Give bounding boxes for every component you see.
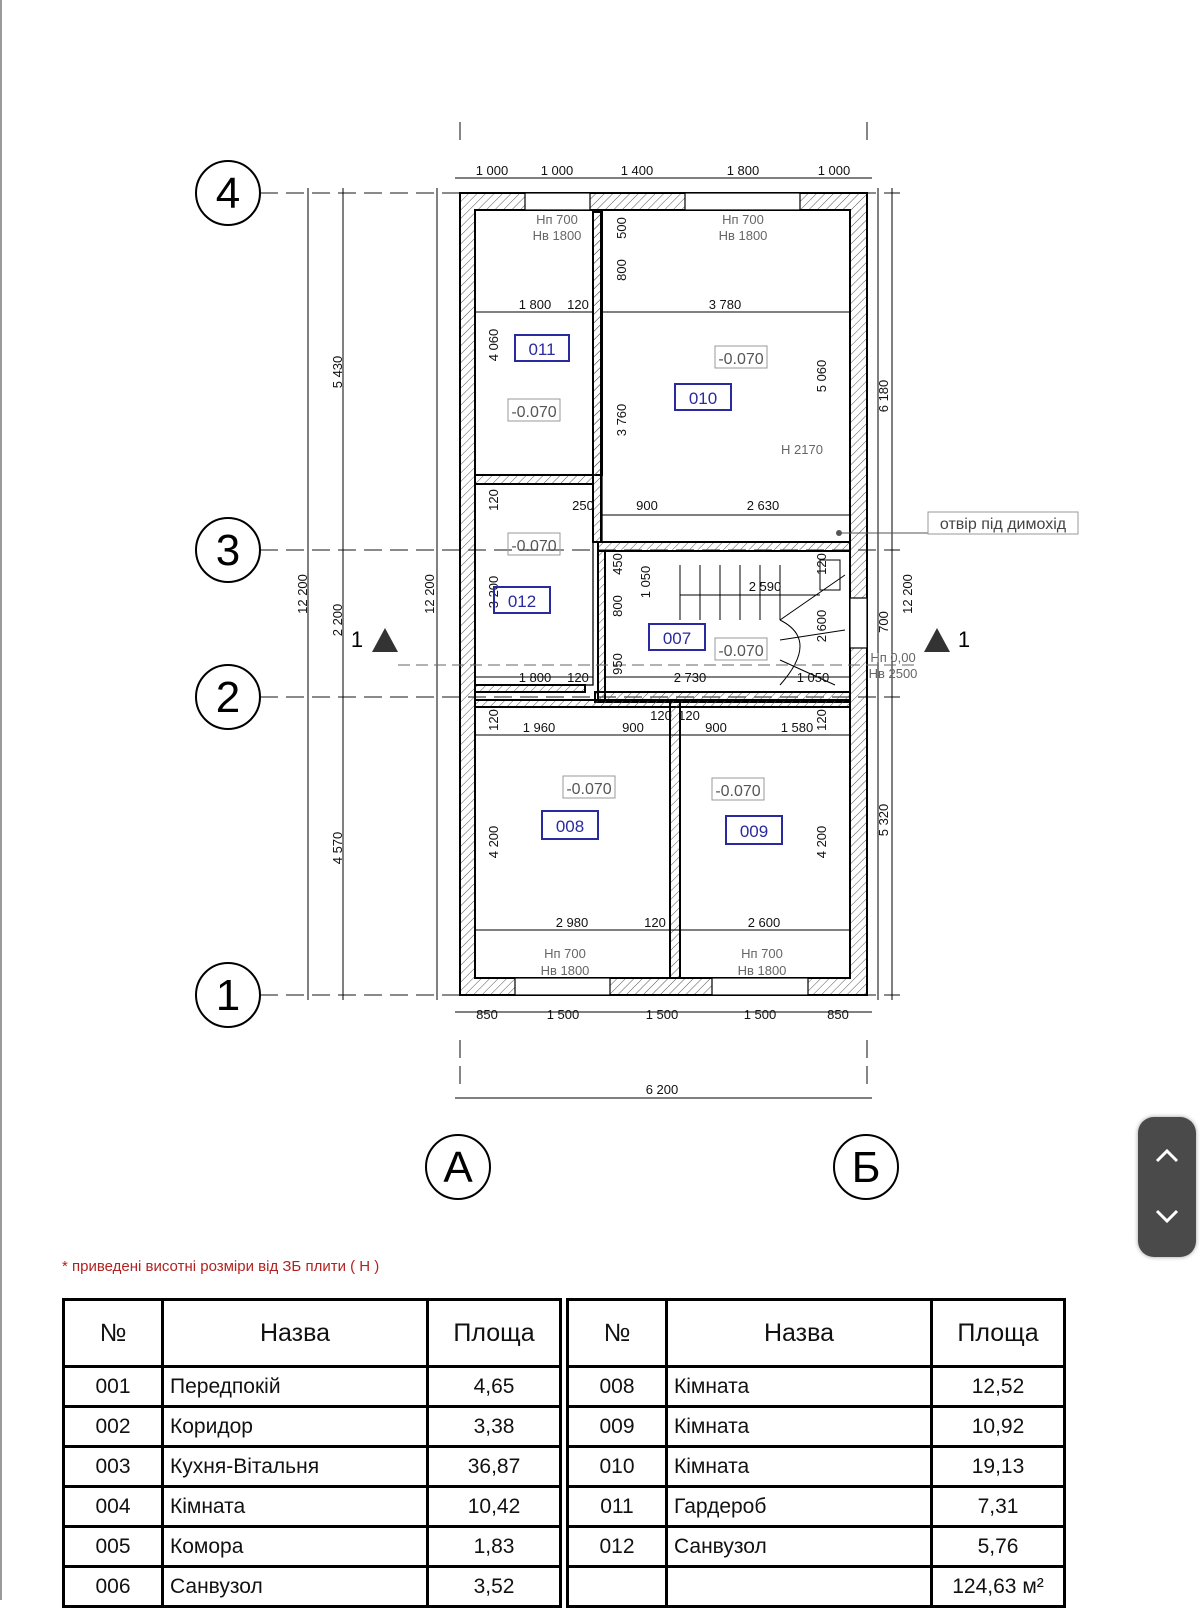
table-row: 011 Гардероб 7,31 — [568, 1487, 1065, 1527]
axis-bubble-a — [426, 1135, 490, 1199]
height-note: * приведені висотні розміри від ЗБ плити ( Н ) — [62, 1258, 380, 1275]
table-row: 009 Кімната 10,92 — [568, 1407, 1065, 1447]
dim-top-2: 1 000 — [540, 163, 574, 178]
dim-in-700: 700 — [876, 611, 891, 633]
axis-bubble-3 — [196, 518, 260, 582]
dim-in-800a: 800 — [614, 259, 629, 281]
win-hv-2: Hв 1800 — [718, 228, 768, 243]
dim-in-120d: 120 — [567, 670, 589, 685]
table-row: 010 Кімната 19,13 — [568, 1447, 1065, 1487]
axis-label-b: Б — [851, 1143, 881, 1192]
dim-in-120b: 120 — [486, 489, 501, 511]
section-marker-left — [351, 627, 398, 652]
dim-in-450: 450 — [610, 553, 625, 575]
dim-top-5: 1 000 — [817, 163, 851, 178]
header-no: № — [568, 1300, 667, 1367]
dim-overall-width: 6 200 — [645, 1082, 679, 1097]
dim-in-3780: 3 780 — [708, 297, 742, 312]
dim-bottom-3: 1 500 — [645, 1007, 679, 1022]
dim-in-120a: 120 — [567, 297, 589, 312]
axis-label-4: 4 — [215, 169, 241, 218]
section-label-left: 1 — [350, 627, 364, 652]
win-hp0: Hп 0,00 — [870, 650, 916, 665]
dim-in-3760: 3 760 — [614, 403, 629, 437]
axis-label-1: 1 — [215, 971, 241, 1020]
room-level-012: -0.070 — [511, 538, 557, 555]
room-level-008: -0.070 — [566, 781, 612, 798]
table-row: 008 Кімната 12,52 — [568, 1367, 1065, 1407]
room-level-007: -0.070 — [718, 643, 764, 660]
dim-in-1800b: 1 800 — [518, 670, 552, 685]
dim-in-800b: 800 — [610, 595, 625, 617]
room-tag-009: 009 — [739, 822, 769, 841]
table-row: 002 Коридор 3,38 — [64, 1407, 561, 1447]
dim-in-120f: 120 — [650, 708, 672, 723]
page-nav — [1138, 1117, 1196, 1257]
axis-bubble-2 — [196, 665, 260, 729]
dim-in-120i: 120 — [644, 915, 666, 930]
dim-in-120g: 120 — [678, 708, 700, 723]
dim-left-2: 2 200 — [330, 603, 345, 637]
win-hv2500: Hв 2500 — [868, 666, 918, 681]
win-hv-1: Hв 1800 — [532, 228, 582, 243]
axis-bubble-4 — [196, 161, 260, 225]
room-tag-008: 008 — [555, 817, 585, 836]
axis-label-2: 2 — [215, 673, 241, 722]
dim-in-4060: 4 060 — [486, 328, 501, 362]
dim-in-900a: 900 — [636, 498, 658, 513]
dim-left-1: 5 430 — [330, 355, 345, 389]
header-area: Площа — [428, 1300, 561, 1367]
dim-in-950: 950 — [610, 653, 625, 675]
table-row: 003 Кухня-Вітальня 36,87 — [64, 1447, 561, 1487]
room-tag-007: 007 — [662, 629, 692, 648]
table-row: 005 Комора 1,83 — [64, 1527, 561, 1567]
win-hp-4: Hп 700 — [741, 946, 783, 961]
dim-right-total: 12 200 — [900, 574, 915, 614]
dim-inner-left-total: 12 200 — [422, 574, 437, 614]
dim-bottom-4: 1 500 — [743, 1007, 777, 1022]
room-tag-011: 011 — [528, 340, 556, 359]
room-level-010: -0.070 — [718, 351, 764, 368]
dim-in-4200a: 4 200 — [486, 825, 501, 859]
room-tag-010: 010 — [688, 389, 718, 408]
dim-in-2630: 2 630 — [746, 498, 780, 513]
rooms-table-left — [62, 1298, 562, 1608]
table-row: 004 Кімната 10,42 — [64, 1487, 561, 1527]
win-hp-2: Hп 700 — [722, 212, 764, 227]
win-hp-1: Hп 700 — [536, 212, 578, 227]
win-hv-4: Hв 1800 — [737, 963, 787, 978]
header-no: № — [64, 1300, 163, 1367]
dim-in-1050a: 1 050 — [638, 565, 653, 599]
table-row: 006 Санвузол 3,52 — [64, 1567, 561, 1607]
axis-label-a: А — [443, 1143, 473, 1192]
dim-in-2730: 2 730 — [673, 670, 707, 685]
axis-label-3: 3 — [215, 526, 241, 575]
dim-in-250: 250 — [572, 498, 594, 513]
dim-in-2600b: 2 600 — [747, 915, 781, 930]
dim-in-4200b: 4 200 — [814, 825, 829, 859]
dim-right-2: 5 320 — [876, 803, 891, 837]
table-row: 012 Санвузол 5,76 — [568, 1527, 1065, 1567]
dim-in-1580: 1 580 — [780, 720, 814, 735]
dim-right-1: 6 180 — [876, 379, 891, 413]
dim-in-120e: 120 — [486, 709, 501, 731]
room-level-011: -0.070 — [511, 404, 557, 421]
rooms-table-right — [566, 1298, 1066, 1608]
dim-top-4: 1 800 — [726, 163, 760, 178]
header-name: Назва — [667, 1300, 932, 1367]
dim-in-2600a: 2 600 — [814, 609, 829, 643]
table-total-row — [568, 1567, 1065, 1607]
dim-in-2980: 2 980 — [555, 915, 589, 930]
dim-bottom-5: 850 — [827, 1007, 849, 1022]
chevron-down-icon — [1154, 1208, 1180, 1224]
win-hp-3: Hп 700 — [544, 946, 586, 961]
dim-in-500: 500 — [614, 217, 629, 239]
dim-in-2590: 2 590 — [748, 579, 782, 594]
dim-in-1800a: 1 800 — [518, 297, 552, 312]
axis-bubble-1 — [196, 963, 260, 1027]
header-area: Площа — [932, 1300, 1065, 1367]
total-area: 124,63 м² — [932, 1567, 1065, 1607]
scroll-up-button[interactable] — [1138, 1131, 1196, 1179]
dim-in-3200: 3 200 — [486, 575, 501, 609]
section-label-right: 1 — [957, 627, 971, 652]
axis-lines — [260, 122, 900, 1090]
win-hv-3: Hв 1800 — [540, 963, 590, 978]
windows — [515, 193, 867, 995]
dim-in-120h: 120 — [814, 709, 829, 731]
chevron-up-icon — [1154, 1148, 1180, 1164]
dim-left-3: 4 570 — [330, 831, 345, 865]
dim-top-1: 1 000 — [475, 163, 509, 178]
dim-bottom-2: 1 500 — [546, 1007, 580, 1022]
section-marker-right — [924, 627, 970, 652]
dim-in-120c: 120 — [814, 553, 829, 575]
dim-top-3: 1 400 — [620, 163, 654, 178]
axis-bubble-b — [834, 1135, 898, 1199]
dim-in-1960: 1 960 — [522, 720, 556, 735]
dim-in-900c: 900 — [705, 720, 727, 735]
dim-in-1050b: 1 050 — [796, 670, 830, 685]
scroll-down-button[interactable] — [1138, 1191, 1196, 1239]
table-row: 001 Передпокій 4,65 — [64, 1367, 561, 1407]
height-010: H 2170 — [781, 442, 823, 457]
chimney-callout — [836, 512, 1078, 536]
dim-bottom-1: 850 — [476, 1007, 498, 1022]
dim-in-900b: 900 — [622, 720, 644, 735]
chimney-note: отвір під димохід — [939, 516, 1067, 533]
header-name: Назва — [163, 1300, 428, 1367]
room-tag-012: 012 — [507, 592, 537, 611]
room-level-009: -0.070 — [715, 783, 761, 800]
dim-left-total: 12 200 — [295, 574, 310, 614]
dim-in-5060: 5 060 — [814, 359, 829, 393]
